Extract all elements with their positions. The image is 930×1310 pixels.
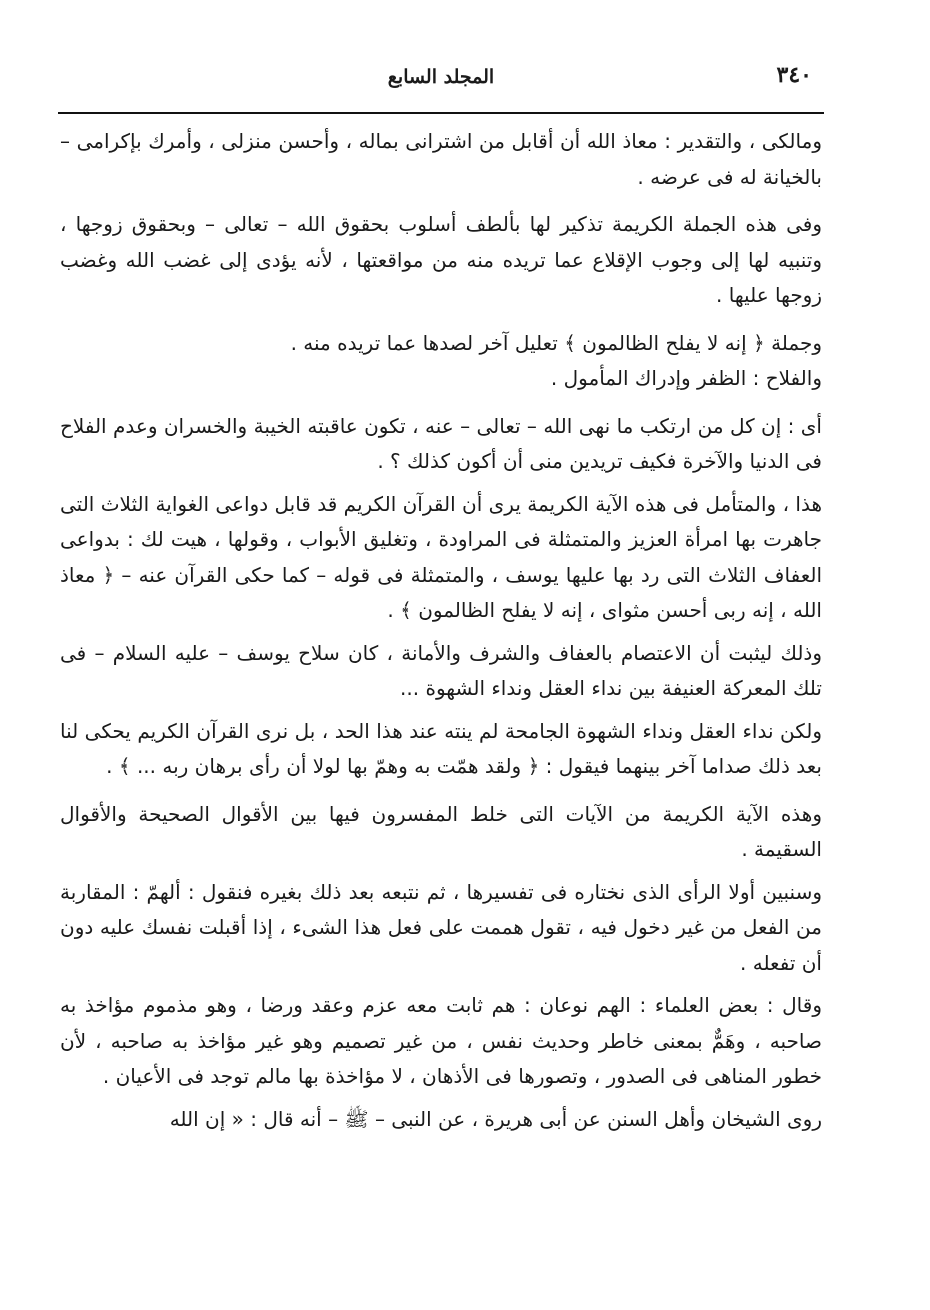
paragraph: وذلك ليثبت أن الاعتصام بالعفاف والشرف والأمانة ، كان سلاح يوسف – عليه السلام – فى تلك المعركة العنيفة بين نداء العقل ونداء الشهوة ... — [60, 640, 822, 700]
paragraph: وهذه الآية الكريمة من الآيات التى خلط المفسرون فيها بين الأقوال الصحيحة والأقوال السقيمة . — [60, 801, 822, 861]
running-title: المجلد السابع — [387, 66, 495, 88]
page-header — [58, 60, 824, 108]
page-number: ٣٤٠ — [776, 62, 812, 88]
paragraph: وجملة ﴿ إنه لا يفلح الظالمون ﴾ تعليل آخر لصدها عما تريده منه . — [290, 330, 822, 355]
paragraph: وفى هذه الجملة الكريمة تذكير لها بألطف أسلوب بحقوق الله – تعالى – وبحقوق زوجها ، وتنبيه لها إلى وجوب الإقلاع عما تريده منه من مواقعتها ، لأنه يؤدى إلى غضب الله وغضب زوجها عليها . — [60, 212, 822, 307]
paragraph: ولكن نداء العقل ونداء الشهوة الجامحة لم ينته عند هذا الحد ، بل نرى القرآن الكريم يحكى لنا بعد ذلك صداما آخر بينهما فيقول : ﴿ ولقد همّت به وهمّ بها لولا أن رأى برهان ربه ... ﴾ . — [60, 718, 822, 778]
paragraph: وقال : بعض العلماء : الهم نوعان : هم ثابت معه عزم وعقد ورضا ، وهو مذموم مؤاخذ به صاحبه ، وهَمٌّ بمعنى خاطر وحديث نفس ، من غير تصميم وهو غير مؤاخذ به صاحبه ، لأن خطور المناهى فى الصدور ، وتصورها فى الأذهان ، لا مؤاخذة بها مالم توجد فى الأعيان . — [60, 993, 822, 1088]
paragraph: وسنبين أولا الرأى الذى نختاره فى تفسيرها ، ثم نتبعه بعد ذلك بغيره فنقول : ألهمّ : المقاربة من الفعل من غير دخول فيه ، تقول هممت على فعل هذا الشىء ، إذا أقبلت نفسك عليه دون أن تفعله . — [60, 879, 822, 975]
body-text — [60, 124, 822, 1144]
header-rule — [58, 112, 824, 114]
paragraph: والفلاح : الظفر وإدراك المأمول . — [550, 366, 822, 390]
paragraph: ومالكى ، والتقدير : معاذ الله أن أقابل من اشترانى بماله ، وأحسن منزلى ، وأمرك بإكرامى – بالخيانة له فى عرضه . — [60, 129, 822, 189]
paragraph: هذا ، والمتأمل فى هذه الآية الكريمة يرى أن القرآن الكريم قد قابل دواعى الغواية الثلاث التى جاهرت بها امرأة العزيز والمتمثلة فى المراودة ، وتغليق الأبواب ، وقولها ، هيت لك : بدواعى العفاف الثلاث التى رد بها عليها يوسف ، والمتمثلة فى قوله – كما حكى القرآن عنه – ﴿ معاذ الله ، إنه ربى أحسن مثواى ، إنه لا يفلح الظالمون ﴾ . — [60, 491, 822, 622]
paragraph: روى الشيخان وأهل السنن عن أبى هريرة ، عن النبى – ﷺ – أنه قال : « إن الله — [169, 1106, 822, 1131]
paragraph: أى : إن كل من ارتكب ما نهى الله – تعالى – عنه ، تكون عاقبته الخيبة والخسران وعدم الفلاح فى الدنيا والآخرة فكيف تريدين منى أن أكون كذلك ؟ . — [60, 413, 822, 473]
